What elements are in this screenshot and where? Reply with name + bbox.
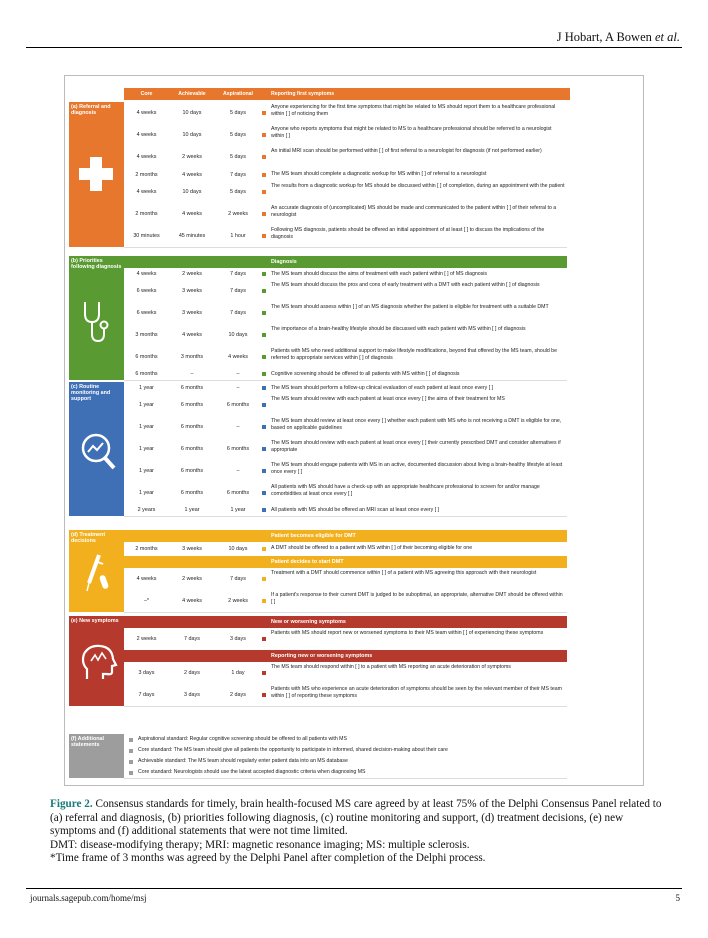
bullet-square: [262, 508, 266, 512]
section-a: [69, 102, 567, 247]
aspirational-value: 7 days: [230, 271, 246, 277]
aspirational-value: 7 days: [230, 288, 246, 294]
statement-text: Core standard: The MS team should give all patients the opportunity to participate in informed, shared decision-making about their care: [138, 747, 448, 753]
core-value: 1 year: [139, 446, 154, 452]
achievable-value: 6 months: [180, 446, 204, 452]
core-value: 4 weeks: [136, 110, 157, 116]
section-label: (c) Routine monitoring and support: [71, 384, 111, 402]
core-value: –*: [143, 598, 150, 604]
achievable-value: 6 months: [180, 385, 204, 391]
core-value: 7 days: [138, 692, 155, 698]
section-f: [69, 734, 567, 778]
table-row: [124, 181, 567, 204]
core-value: 4 weeks: [136, 132, 157, 138]
aspirational-value: 3 days: [230, 636, 246, 642]
achievable-value: 6 months: [180, 468, 204, 474]
core-value: 1 year: [139, 385, 154, 391]
table-row: [124, 168, 567, 182]
statement-text: The MS team should respond within [ ] to a patient with MS reporting an acute deterioration of symptoms: [271, 664, 511, 670]
col-achievable: Achievable: [178, 91, 206, 97]
bullet-square: [262, 425, 266, 429]
figure-2: [64, 75, 644, 786]
cross-icon: [79, 157, 113, 196]
table-row: [124, 590, 567, 613]
core-value: 1 year: [139, 424, 154, 430]
table-row: [124, 460, 567, 483]
bullet-square: [262, 693, 266, 697]
core-value: 4 weeks: [136, 271, 157, 277]
bullet-square: [262, 671, 266, 675]
statement-text: All patients with MS should be offered an MRI scan at least once every [ ]: [271, 507, 440, 513]
core-value: 6 months: [135, 354, 158, 360]
section-label: (f) Additional statements: [71, 736, 105, 748]
core-value: 4 weeks: [136, 576, 157, 582]
achievable-value: 4 weeks: [182, 211, 202, 217]
statement-text: The MS team should perform a follow-up clinical evaluation of each patient at least once every [ ]: [271, 385, 494, 391]
aspirational-value: 2 weeks: [228, 211, 248, 217]
achievable-value: 2 weeks: [182, 576, 202, 582]
achievable-value: 2 weeks: [182, 271, 202, 277]
section-label: (b) Priorities following diagnosis: [71, 258, 122, 270]
aspirational-value: –: [236, 468, 240, 474]
bullet-square: [262, 637, 266, 641]
syringe-pill-icon: [79, 553, 113, 598]
statement-text: Achievable standard: The MS team should regularly enter patient data into an MS database: [138, 758, 348, 764]
bullet-square: [262, 403, 266, 407]
bullet-square: [262, 333, 266, 337]
table-row: [124, 628, 567, 651]
page-number: 5: [675, 893, 680, 903]
aspirational-value: 5 days: [230, 189, 246, 195]
statement-text: Patients with MS who experience an acute deterioration of symptoms should be seen by the relevant member of their MS team within [ ] of reporting these symptoms: [271, 686, 562, 699]
achievable-value: 3 days: [184, 692, 200, 698]
statement-text: The results from a diagnostic workup for MS should be discussed within [ ] of completion, during an appointment with the patient: [271, 183, 565, 189]
table-row: [124, 146, 567, 169]
statement-text: The MS team should review with each patient at least once every [ ] their currently prescribed DMT and consider alternatives if appropriate: [271, 440, 561, 453]
bullet-square: [262, 111, 266, 115]
statement-text: Anyone experiencing for the first time symptoms that might be related to MS should report them to a healthcare professional within [ ] of noticing them: [271, 104, 556, 117]
header-rule: [26, 47, 682, 48]
subheading-text: Patient decides to start DMT: [271, 559, 344, 565]
bullet-square: [262, 447, 266, 451]
statement-text: Aspirational standard: Regular cognitive screening should be offered to all patients with MS: [138, 736, 347, 742]
table-row: [124, 568, 567, 591]
achievable-value: 3 weeks: [182, 310, 202, 316]
section-c: [69, 382, 567, 516]
core-value: 1 year: [139, 468, 154, 474]
bullet-square: [262, 155, 266, 159]
table-row: [124, 482, 567, 505]
aspirational-value: 1 hour: [230, 233, 246, 239]
running-header: J Hobart, A Bowen et al.: [556, 30, 680, 44]
table-row: [124, 324, 567, 347]
core-value: 2 months: [135, 171, 158, 178]
statement-text: Core standard: Neurologists should use the latest accepted diagnostic criteria when diagnosing MS: [138, 769, 366, 775]
table-row: [124, 203, 567, 226]
caption-note: *Time frame of 3 months was agreed by the Delphi Panel after completion of the Delphi process.: [50, 852, 486, 864]
bullet-square: [262, 599, 266, 603]
figure-caption: [50, 798, 670, 866]
section-label: (a) Referral and diagnosis: [71, 104, 111, 116]
subheading-text: Diagnosis: [271, 259, 297, 265]
achievable-value: 2 weeks: [182, 154, 202, 160]
bullet-square: [129, 738, 133, 742]
aspirational-value: 10 days: [228, 332, 248, 338]
table-row: [124, 416, 567, 439]
statement-text: The MS team should discuss the pros and cons of early treatment with a DMT with each patient within [ ] of diagnosis: [271, 282, 540, 288]
aspirational-value: 1 day: [231, 670, 245, 676]
table-row: [124, 438, 567, 461]
bullet-square: [262, 577, 266, 581]
aspirational-value: 6 months: [226, 490, 250, 496]
bullet-square: [262, 355, 266, 359]
section-d: [69, 530, 567, 612]
core-value: 6 weeks: [136, 288, 157, 294]
bullet-square: [262, 547, 266, 551]
statement-text: The MS team should discuss the aims of treatment with each patient within [ ] of MS diagnosis: [271, 271, 487, 277]
journal-url: journals.sagepub.com/home/msj: [30, 893, 147, 903]
bullet-square: [262, 469, 266, 473]
statement-text: A DMT should be offered to a patient with MS within [ ] of their becoming eligible for one: [271, 545, 473, 551]
table-row: [124, 302, 567, 325]
statement-text: The MS team should assess within [ ] of an MS diagnosis whether the patient is eligible for treatment with a suitable DMT: [271, 304, 549, 310]
statement-text: All patients with MS should have a check-up with an appropriate healthcare professional to screen for and/or manage comorbidities at least once every [ ]: [271, 484, 540, 497]
subheading: [124, 530, 567, 542]
section-label: (e) New symptoms: [71, 618, 119, 624]
bullet-square: [262, 212, 266, 216]
subheading-text: Patient becomes eligible for DMT: [271, 533, 356, 539]
statement-text: Anyone who reports symptoms that might be related to MS to a healthcare professional should be referred to a neurologist within [ ]: [271, 126, 552, 139]
statement-text: An accurate diagnosis of (uncomplicated) MS should be made and communicated to the patient within [ ] of their referral to a neurologist: [271, 205, 557, 218]
aspirational-value: 7 days: [230, 171, 246, 178]
subheading: [124, 616, 567, 628]
core-value: 2 months: [135, 546, 158, 552]
statement-text: Patients with MS who need additional support to make lifestyle modifications, beyond that offered by the MS team, should be referred to appropriate services within [ ] of diagnosis: [271, 348, 557, 361]
statement-text: The MS team should complete a diagnostic workup for MS within [ ] of referral to a neurologist: [271, 171, 487, 177]
statement-text: Cognitive screening should be offered to all patients with MS within [ ] of diagnosis: [271, 371, 460, 377]
bullet-square: [262, 386, 266, 390]
table-row: [124, 368, 567, 381]
core-value: 6 months: [135, 371, 158, 377]
core-value: 2 months: [135, 211, 158, 217]
achievable-value: 3 weeks: [182, 288, 202, 294]
table-row: [124, 684, 567, 707]
aspirational-value: 7 days: [230, 310, 246, 316]
achievable-value: 3 weeks: [182, 546, 202, 552]
statement-text: The MS team should review with each patient at least once every [ ] the aims of their treatment for MS: [271, 396, 505, 402]
col-aspirational: Aspirational: [223, 91, 253, 97]
aspirational-value: –: [236, 371, 240, 377]
aspirational-value: 4 weeks: [228, 354, 248, 360]
table-row: [124, 124, 567, 147]
additional-statement-row: [124, 767, 567, 779]
achievable-value: 10 days: [182, 110, 202, 116]
achievable-value: 6 months: [180, 402, 204, 408]
achievable-value: 10 days: [182, 132, 202, 138]
bullet-square: [129, 771, 133, 775]
subheading-text: New or worsening symptoms: [271, 619, 346, 625]
caption-abbrev: DMT: disease-modifying therapy; MRI: magnetic resonance imaging; MS: multiple sclerosis.: [50, 838, 470, 851]
table-row: [124, 504, 567, 517]
bullet-square: [262, 289, 266, 293]
aspirational-value: 6 months: [226, 402, 250, 408]
table-row: [124, 280, 567, 303]
core-value: 3 months: [135, 332, 158, 338]
core-value: 2 weeks: [136, 636, 157, 642]
core-value: 2 years: [137, 507, 156, 513]
aspirational-value: 1 year: [230, 507, 246, 513]
caption-text: Consensus standards for timely, brain health-focused MS care agreed by at least 75% of the Delphi Consensus Panel related to (a) referral and diagnosis, (b) priorities following diagnosis, (c) routine monitoring and support, (d) treatment decisions, (e) new symptoms and (f) additional statements that were not time limited.: [50, 798, 662, 837]
col-reporting: Reporting first symptoms: [271, 91, 335, 97]
statement-text: Following MS diagnosis, patients should be offered an initial appointment of at least [ ] to discuss the implications of the diagnosis: [271, 227, 545, 240]
achievable-value: 2 days: [184, 670, 200, 676]
section-e: [69, 616, 567, 706]
aspirational-value: 10 days: [228, 546, 248, 552]
subheading: [124, 256, 567, 268]
statement-text: Patients with MS should report new or worsened symptoms to their MS team within [ ] of experiencing these symptoms: [271, 630, 544, 636]
core-value: 1 year: [139, 490, 154, 496]
core-value: 6 weeks: [136, 310, 157, 316]
achievable-value: 1 year: [184, 507, 200, 513]
head-icon: [79, 643, 119, 688]
achievable-value: 7 days: [184, 636, 200, 642]
aspirational-value: 7 days: [230, 576, 246, 582]
bullet-square: [262, 173, 266, 177]
subheading: [124, 556, 567, 568]
achievable-value: 10 days: [182, 189, 202, 195]
achievable-value: 6 months: [180, 424, 204, 430]
core-value: 1 year: [139, 402, 154, 408]
subheading-text: Reporting new or worsening symptoms: [271, 653, 373, 659]
statement-text: The MS team should review at least once every [ ] whether each patient with MS who is not receiving a DMT is eligible for one, based on applicable guidelines: [271, 418, 562, 431]
statement-text: An initial MRI scan should be performed within [ ] of first referral to a neurologist for diagnosis (if not performed earlier): [271, 148, 542, 154]
bullet-square: [262, 372, 266, 376]
achievable-value: 4 weeks: [182, 332, 202, 338]
core-value: 4 weeks: [136, 189, 157, 195]
core-value: 3 days: [138, 670, 155, 676]
section-label: (d) Treatment decisions: [71, 532, 106, 544]
achievable-value: 4 weeks: [182, 171, 202, 178]
aspirational-value: 5 days: [230, 132, 246, 138]
achievable-value: 4 weeks: [182, 598, 202, 604]
achievable-value: 45 minutes: [178, 233, 206, 239]
bullet-square: [262, 234, 266, 238]
aspirational-value: 6 months: [226, 446, 250, 452]
statement-text: If a patient's response to their current DMT is judged to be suboptimal, an appropriate, alternative DMT should be offered within [ ]: [271, 592, 563, 605]
bullet-square: [129, 760, 133, 764]
col-core: Core: [140, 91, 153, 97]
table-header-row: [124, 88, 570, 100]
aspirational-value: 2 weeks: [228, 598, 248, 604]
caption-label: Figure 2.: [50, 798, 93, 810]
statement-text: The MS team should engage patients with MS in an active, documented discussion about living a brain-healthy lifestyle at least once every [ ]: [271, 462, 563, 475]
core-value: 30 minutes: [133, 233, 160, 239]
achievable-value: 3 months: [180, 354, 204, 360]
bullet-square: [262, 311, 266, 315]
bullet-square: [262, 491, 266, 495]
aspirational-value: –: [236, 385, 240, 391]
table-row: [124, 346, 567, 369]
bullet-square: [262, 272, 266, 276]
table-row: [124, 102, 567, 125]
bullet-square: [262, 190, 266, 194]
statement-text: The importance of a brain-healthy lifestyle should be discussed with each patient with MS within [ ] of diagnosis: [271, 326, 526, 332]
statement-text: Treatment with a DMT should commence within [ ] of a patient with MS agreeing this approach with their neurologist: [271, 570, 537, 576]
core-value: 4 weeks: [136, 154, 157, 160]
stethoscope-icon: [79, 300, 109, 349]
table-row: [124, 225, 567, 248]
aspirational-value: 5 days: [230, 154, 246, 160]
footer-rule: [26, 888, 682, 889]
table-row: [124, 542, 567, 557]
search-chart-icon: [79, 431, 117, 476]
subheading: [124, 650, 567, 662]
bullet-square: [262, 133, 266, 137]
aspirational-value: 2 days: [230, 692, 246, 698]
aspirational-value: –: [236, 424, 240, 430]
bullet-square: [129, 749, 133, 753]
achievable-value: –: [190, 371, 194, 377]
table-row: [124, 662, 567, 685]
aspirational-value: 5 days: [230, 110, 246, 116]
section-b: [69, 256, 567, 380]
achievable-value: 6 months: [180, 490, 204, 496]
table-row: [124, 394, 567, 417]
